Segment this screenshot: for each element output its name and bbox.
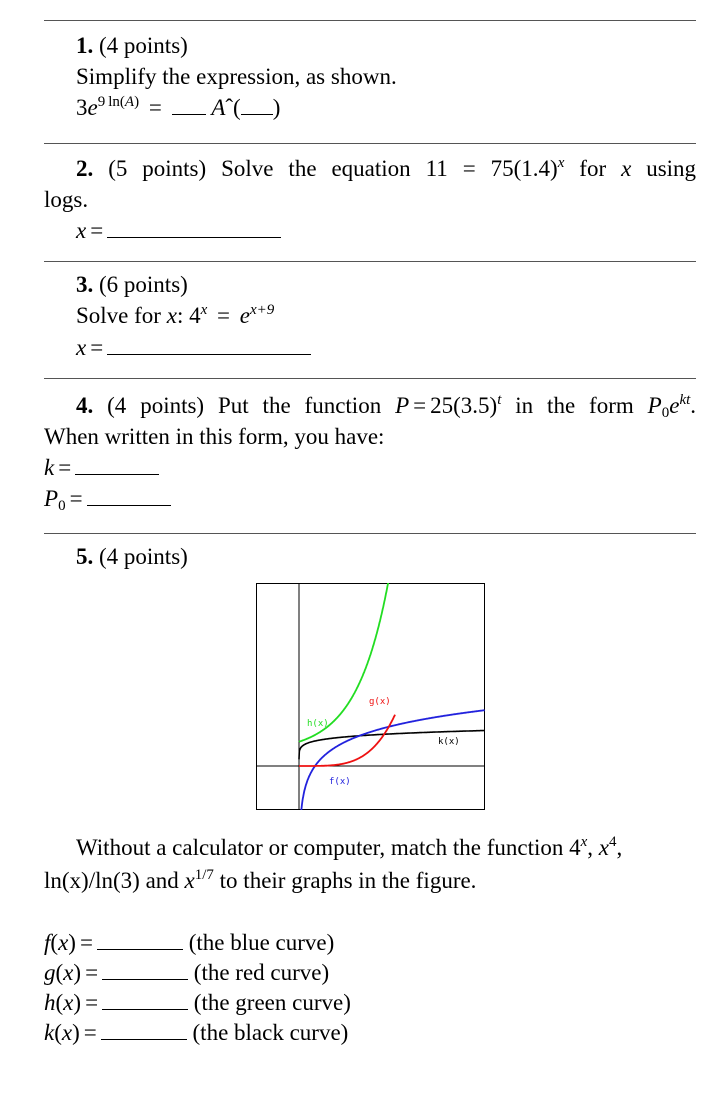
problem-5-header: 5. (4 points) xyxy=(76,544,188,569)
divider xyxy=(44,261,696,262)
problem-2-answer: x = xyxy=(76,215,281,246)
problem-number: 3. xyxy=(76,272,94,297)
answer-blank-g[interactable] xyxy=(102,959,188,980)
problem-number: 2. xyxy=(76,156,94,181)
problem-4-statement: 4. (4 points) Put the function $P = 25(3.5)^t$ in the form $P_0e^{kt}$. xyxy=(76,392,697,421)
match-row-k: k(x) = (the black curve) xyxy=(44,1020,349,1045)
match-row-f: f(x) = (the blue curve) xyxy=(44,930,335,955)
problem-4-answer-k: k = xyxy=(44,452,159,483)
answer-blank-exponent[interactable] xyxy=(241,94,273,115)
answer-blank-f[interactable] xyxy=(97,929,183,950)
answer-blank-h[interactable] xyxy=(102,989,188,1010)
function-graph xyxy=(256,583,485,810)
match-row-g: g(x) = (the red curve) xyxy=(44,960,330,985)
problem-points: (4 points) xyxy=(99,33,188,58)
problem-2-statement-cont: logs. xyxy=(44,187,89,212)
exponent: 9 ln(A) xyxy=(97,94,140,110)
problem-4-answer-p0: $P_0$ = xyxy=(44,483,171,514)
problem-number: 4. xyxy=(76,393,94,418)
answer-blank-p0[interactable] xyxy=(87,485,171,506)
graph-label-g: g(x) xyxy=(369,697,391,707)
match-row-h: h(x) = (the green curve) xyxy=(44,990,351,1015)
problem-5-statement-cont: ln(x)/ln(3) and $x^{1/7}$ to their graphs in the figure. xyxy=(44,867,477,893)
problem-3-answer: x = xyxy=(76,332,311,363)
graph-label-f: f(x) xyxy=(329,777,351,787)
divider xyxy=(44,143,696,144)
answer-blank-x[interactable] xyxy=(107,334,311,355)
problem-number: 5. xyxy=(76,544,94,569)
divider xyxy=(44,533,696,534)
graph-label-k: k(x) xyxy=(438,737,460,747)
problem-3-statement: Solve for x: $4^x = e^{x+9}$ xyxy=(76,302,275,328)
problem-2-statement: 2. (5 points) Solve the equation $11 = 75(1.4)^x$ for x using xyxy=(76,155,697,181)
problem-1-header xyxy=(76,30,188,61)
problem-number: 1. xyxy=(76,33,94,58)
problem-4-statement-cont: When written in this form, you have: xyxy=(44,424,385,449)
answer-blank-x[interactable] xyxy=(107,217,281,238)
divider xyxy=(44,20,696,21)
problem-3-header: 3. (6 points) xyxy=(76,272,188,297)
answer-blank-k[interactable] xyxy=(101,1019,187,1040)
problem-1-instruction: Simplify the expression, as shown. xyxy=(76,64,397,89)
answer-blank-coefficient[interactable] xyxy=(172,94,206,115)
graph-label-h: h(x) xyxy=(307,719,329,729)
divider xyxy=(44,378,696,379)
answer-blank-k[interactable] xyxy=(75,454,159,475)
problem-1-expression: $3e^{9 ln(A)}$ = Aˆ( ) xyxy=(76,94,281,120)
problem-5-statement: Without a calculator or computer, match the function 4$^x$, $x^4$, xyxy=(76,834,623,860)
